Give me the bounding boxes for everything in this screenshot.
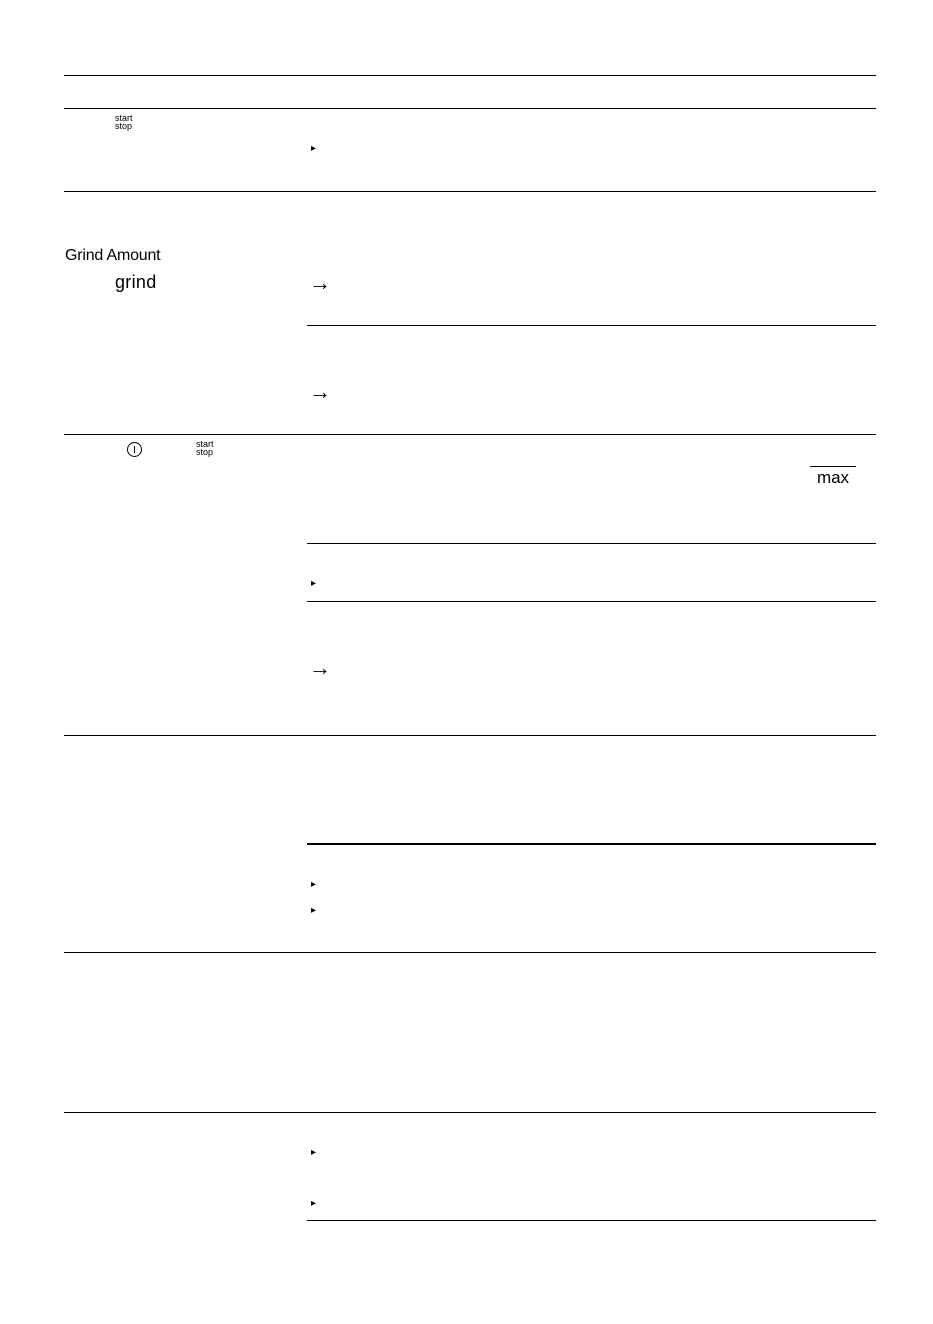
- sub-row-divider: [307, 543, 876, 544]
- arrow-icon: →: [309, 655, 331, 680]
- row-divider: [64, 735, 876, 736]
- grind-display: grind: [115, 272, 157, 292]
- arrow-icon: →: [309, 270, 331, 295]
- row-divider: [64, 1112, 876, 1113]
- start-stop-button-symbol: [115, 114, 133, 130]
- stop-label: stop: [115, 121, 133, 131]
- row-divider: [64, 434, 876, 435]
- bullet-icon: ▸: [311, 1198, 317, 1209]
- bullet-icon: ▸: [311, 578, 317, 589]
- row-divider: [64, 191, 876, 192]
- start-label: start: [196, 439, 214, 449]
- sub-row-divider: [307, 1220, 876, 1221]
- sub-row-divider: [307, 843, 876, 845]
- stop-label: stop: [196, 447, 214, 457]
- start-label: start: [115, 113, 133, 123]
- start-stop-button-symbol: [196, 440, 214, 456]
- arrow-icon: →: [309, 379, 331, 404]
- max-marking: max: [810, 466, 856, 488]
- table-header-top-rule: [64, 75, 876, 76]
- bullet-icon: ▸: [311, 1147, 317, 1158]
- table-header-bottom-rule: [64, 108, 876, 109]
- row-divider: [64, 952, 876, 953]
- sub-row-divider: [307, 601, 876, 602]
- bullet-icon: ▸: [311, 879, 317, 890]
- bullet-icon: ▸: [311, 143, 317, 154]
- grind-amount-display: Grind Amount: [65, 247, 161, 264]
- power-icon: [127, 442, 142, 457]
- sub-row-divider: [307, 325, 876, 326]
- bullet-icon: ▸: [311, 905, 317, 916]
